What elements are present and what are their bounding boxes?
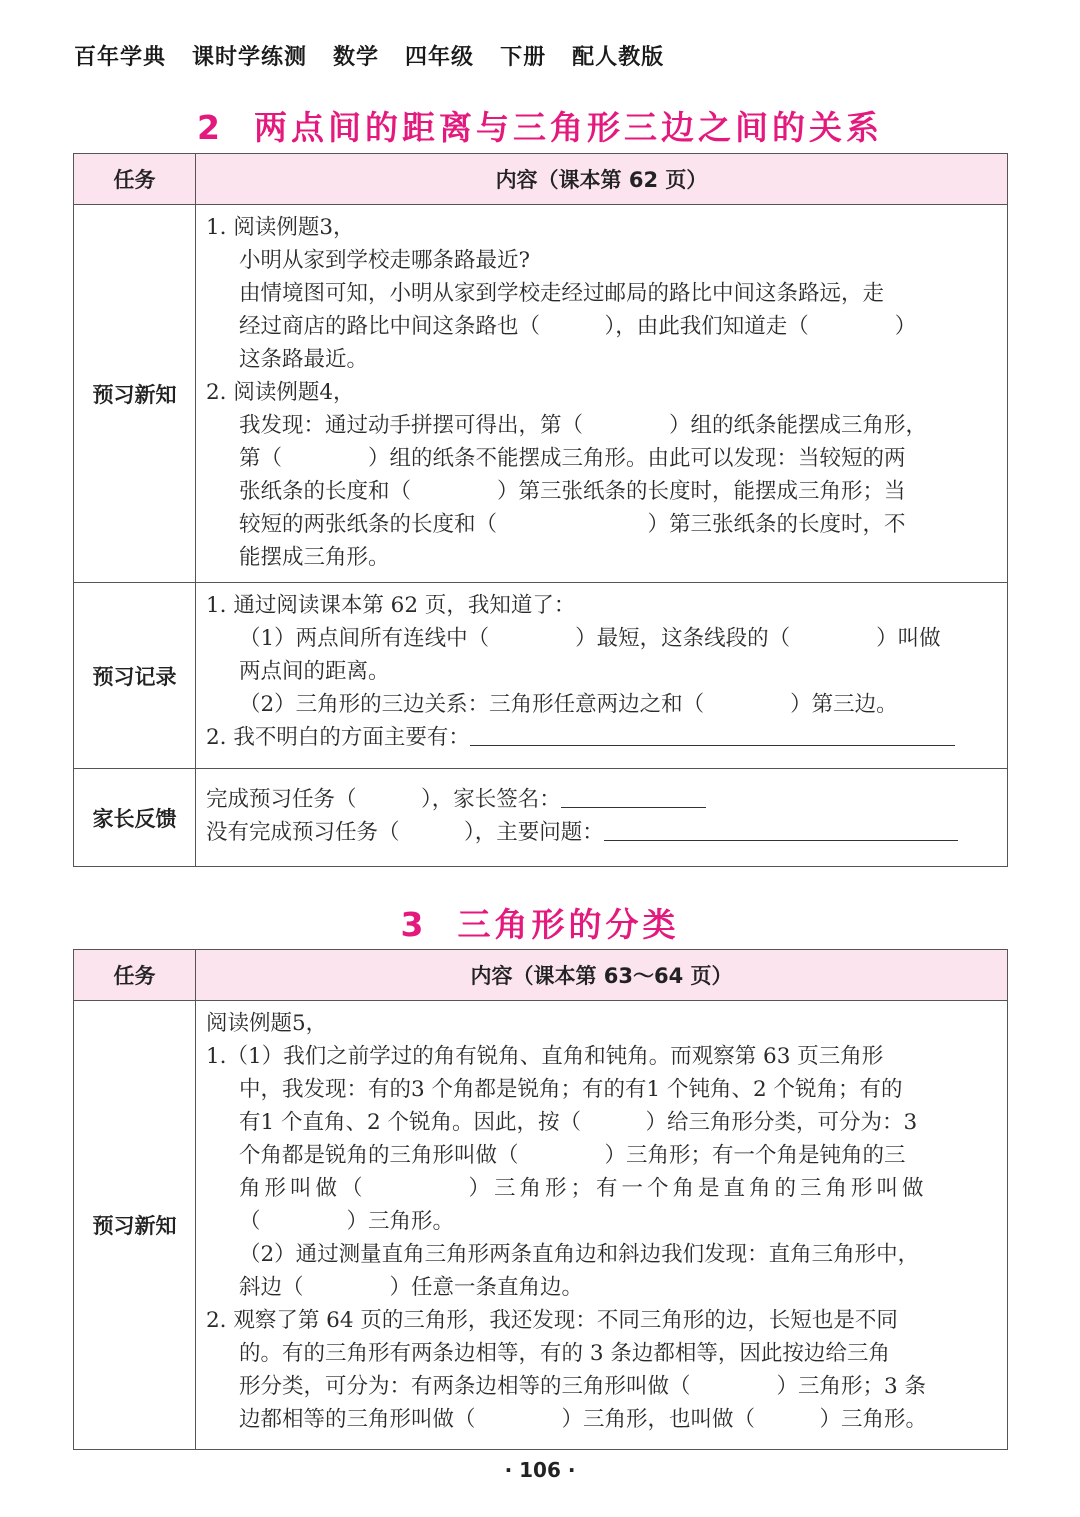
header-series: 百年学典 (74, 45, 167, 70)
content-line: 较短的两张纸条的长度和（ ）第三张纸条的长度时，不 (239, 512, 906, 537)
table-row-parent-feedback (74, 769, 1008, 867)
content-line: 2. 观察了第 64 页的三角形，我还发现：不同三角形的边，长短也是不同 (206, 1308, 898, 1333)
content-line: 我发现：通过动手拼摆可得出，第（ ）组的纸条能摆成三角形， (239, 413, 928, 438)
header-grade: 四年级 (405, 45, 475, 70)
row-label: 预习新知 (74, 205, 196, 583)
content-line: 斜边（ ）任意一条直角边。 (239, 1275, 584, 1300)
content-line: （1）两点间所有连线中（ ）最短，这条线段的（ ）叫做 (239, 626, 941, 651)
content-line (206, 783, 997, 816)
content-line-text: 没有完成预习任务（ ），主要问题： (206, 820, 604, 845)
book-header (74, 40, 690, 71)
row-label: 家长反馈 (74, 769, 196, 867)
section-3-title-text: 三角形的分类 (457, 905, 680, 944)
section-2-title-text: 两点间的距离与三角形三边之间的关系 (253, 108, 883, 147)
content-line: 能摆成三角形。 (239, 545, 390, 570)
col-content-header: 内容（课本第 62 页） (196, 154, 1008, 205)
content-line: 小明从家到学校走哪条路最近? (239, 248, 531, 273)
problem-line[interactable] (604, 818, 958, 841)
answer-line[interactable] (470, 723, 955, 746)
content-line-text: 2. 我不明白的方面主要有： (206, 725, 470, 750)
row-content (196, 205, 1008, 583)
table-header-row (74, 154, 1008, 205)
content-line-text: 完成预习任务（ ），家长签名： (206, 787, 561, 812)
table-header-row (74, 950, 1008, 1001)
col-task-header: 任务 (74, 950, 196, 1001)
content-line: 1.（1）我们之前学过的角有锐角、直角和钝角。而观察第 63 页三角形 (206, 1044, 884, 1069)
header-edition: 配人教版 (572, 45, 665, 70)
content-line: 1. 通过阅读课本第 62 页，我知道了： (206, 593, 576, 618)
content-line: 角形叫做（ ）三角形；有一个角是直角的三角形叫做 (239, 1176, 928, 1201)
content-line: 经过商店的路比中间这条路也（ ），由此我们知道走（ ） (239, 314, 917, 339)
header-volume: 下册 (500, 45, 547, 70)
header-subject: 数学 (333, 45, 380, 70)
content-line: 1. 阅读例题3， (206, 215, 355, 240)
row-content (196, 1001, 1008, 1450)
signature-line[interactable] (561, 785, 706, 808)
section-3-table (73, 949, 1008, 1450)
content-line: 阅读例题5， (206, 1011, 328, 1036)
header-book: 课时学练测 (192, 45, 308, 70)
table-row-preview-new (74, 205, 1008, 583)
content-line: 张纸条的长度和（ ）第三张纸条的长度时，能摆成三角形；当 (239, 479, 906, 504)
content-line: 第（ ）组的纸条不能摆成三角形。由此可以发现：当较短的两 (239, 446, 906, 471)
content-line (206, 816, 997, 849)
col-task-header: 任务 (74, 154, 196, 205)
content-line: 2. 阅读例题4， (206, 380, 355, 405)
section-3-title (0, 899, 1080, 946)
content-line: 中，我发现：有的3 个角都是锐角；有的有1 个钝角、2 个锐角；有的 (239, 1077, 903, 1102)
content-line: （2）通过测量直角三角形两条直角边和斜边我们发现：直角三角形中， (239, 1242, 920, 1267)
row-label: 预习记录 (74, 583, 196, 769)
table-row-preview-new (74, 1001, 1008, 1450)
content-line (206, 721, 997, 754)
content-line: 的。有的三角形有两条边相等，有的 3 条边都相等，因此按边给三角 (239, 1341, 890, 1366)
content-line: 有1 个直角、2 个锐角。因此，按（ ）给三角形分类，可分为：3 (239, 1110, 918, 1135)
col-content-header: 内容（课本第 63～64 页） (196, 950, 1008, 1001)
content-line: （2）三角形的三边关系：三角形任意两边之和（ ）第三边。 (239, 692, 898, 717)
content-line: 两点间的距离。 (239, 659, 390, 684)
section-2-number: 2 (197, 108, 224, 147)
row-content (196, 769, 1008, 867)
content-line: 由情境图可知，小明从家到学校走经过邮局的路比中间这条路远，走 (239, 281, 885, 306)
section-2-title (0, 102, 1080, 149)
row-label: 预习新知 (74, 1001, 196, 1450)
table-row-preview-record (74, 583, 1008, 769)
section-3-number: 3 (400, 905, 428, 944)
content-line: （ ）三角形。 (239, 1209, 455, 1234)
row-content (196, 583, 1008, 769)
content-line: 个角都是锐角的三角形叫做（ ）三角形；有一个角是钝角的三 (239, 1143, 906, 1168)
content-line: 这条路最近。 (239, 347, 369, 372)
content-line: 边都相等的三角形叫做（ ）三角形，也叫做（ ）三角形。 (239, 1407, 928, 1432)
content-line: 形分类，可分为：有两条边相等的三角形叫做（ ）三角形；3 条 (239, 1374, 927, 1399)
page-number: · 106 · (504, 1458, 576, 1482)
section-2-table (73, 153, 1008, 867)
